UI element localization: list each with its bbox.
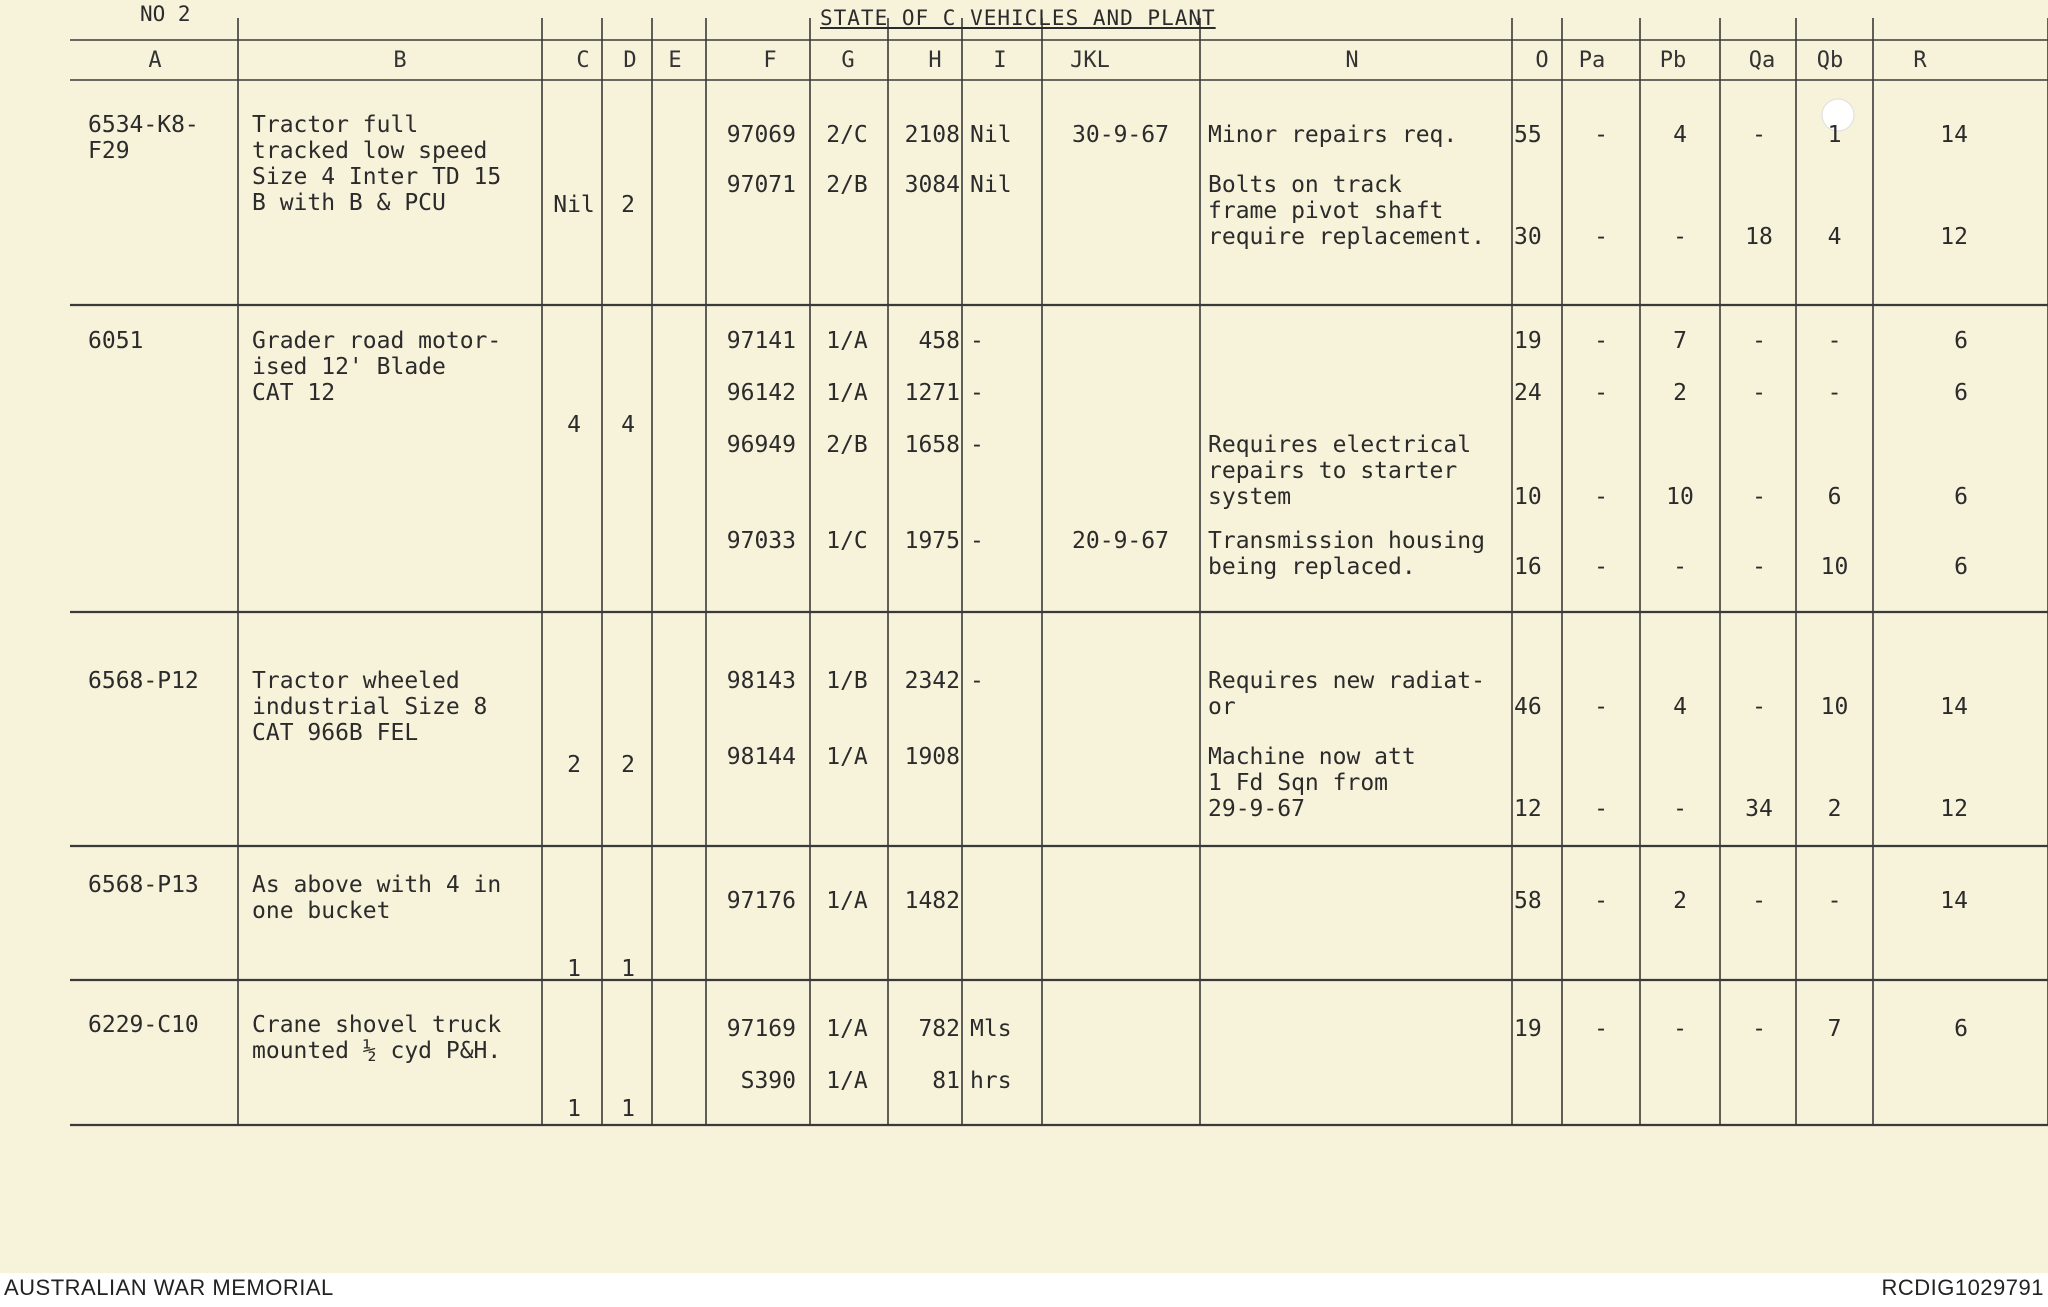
cell-o: 12 [1514,796,1542,822]
archive-footer [0,1273,2048,1307]
cell-c: 4 [567,412,581,438]
cell-qb: 10 [1820,554,1849,580]
cell-i: Mls [970,1016,1012,1042]
column-header: G [841,48,855,73]
cell-g: 2/C [826,122,868,148]
cell-d: 4 [621,412,635,438]
cell-g: 2/B [826,432,868,458]
footer-reference: RCDIG1029791 [1881,1275,2044,1300]
cell-h: 3084 [904,172,960,198]
cell-b: Grader road motor- ised 12' Blade CAT 12 [252,328,502,406]
cell-o: 10 [1514,484,1542,510]
cell-i: hrs [970,1068,1012,1094]
cell-f: 98144 [726,744,796,770]
cell-c: 1 [567,1096,581,1122]
cell-pb: 4 [1673,694,1687,720]
cell-b: Tractor wheeled industrial Size 8 CAT 966B FEL [252,668,488,746]
cell-qa: - [1752,694,1766,720]
cell-n: Transmission housing being replaced. [1208,528,1485,580]
column-header: F [763,48,777,73]
cell-qb: - [1827,888,1842,914]
cell-d: 1 [621,956,635,982]
cell-b: Tractor full tracked low speed Size 4 Inter TD 15 B with B & PCU [252,112,502,216]
cell-g: 2/B [826,172,868,198]
cell-h: 2342 [904,668,960,694]
cell-pa: - [1594,796,1608,822]
cell-d: 1 [621,1096,635,1122]
column-header: C [576,48,590,73]
cell-b: As above with 4 in one bucket [252,872,502,924]
cell-qa: - [1752,122,1766,148]
cell-pa: - [1594,224,1608,250]
cell-f: 97071 [726,172,796,198]
cell-f: 97141 [726,328,796,354]
cell-f: 97176 [726,888,796,914]
column-header: Pb [1659,48,1687,73]
cell-r: 14 [1940,694,1968,720]
cell-d: 2 [621,752,635,778]
cell-jkl: 20-9-67 [1072,528,1169,554]
cell-qa: - [1752,484,1766,510]
cell-c: 1 [567,956,581,982]
cell-h: 1908 [904,744,960,770]
cell-r: 6 [1954,484,1968,510]
cell-qb: - [1827,328,1842,354]
cell-pb: 10 [1666,484,1694,510]
cell-qa: 18 [1745,224,1773,250]
cell-n: Requires electrical repairs to starter system [1208,432,1472,510]
cell-f: 97069 [726,122,796,148]
cell-a: 6051 [88,328,144,354]
cell-g: 1/A [826,1068,868,1094]
cell-g: 1/A [826,1016,868,1042]
cell-a: 6568-P13 [88,872,199,898]
column-header: D [623,48,637,73]
cell-i: - [970,528,984,554]
cell-qa: - [1752,328,1766,354]
cell-r: 6 [1954,380,1968,406]
cell-qb: - [1827,380,1842,406]
cell-f: S390 [740,1068,796,1094]
cell-o: 19 [1514,1016,1542,1042]
cell-n: Bolts on track frame pivot shaft require replacement. [1208,172,1485,250]
cell-g: 1/A [826,888,868,914]
column-header: N [1345,48,1359,73]
cell-n: Requires new radiat- or [1208,668,1485,720]
cell-pb: - [1673,224,1687,250]
cell-qa: - [1752,888,1766,914]
cell-h: 1975 [904,528,960,554]
column-header: Qb [1816,48,1844,73]
cell-pa: - [1594,554,1608,580]
column-header: Pa [1578,48,1606,73]
cell-jkl: 30-9-67 [1072,122,1169,148]
document-number: NO 2 [140,2,191,26]
cell-h: 458 [918,328,960,354]
column-header: R [1913,48,1927,73]
column-header: JKL [1070,48,1110,73]
cell-o: 24 [1514,380,1542,406]
cell-pb: 2 [1673,380,1687,406]
cell-qb: 10 [1820,694,1849,720]
cell-g: 1/A [826,380,868,406]
cell-b: Crane shovel truck mounted ½ cyd P&H. [252,1012,502,1064]
cell-g: 1/B [826,668,868,694]
cell-h: 1658 [904,432,960,458]
cell-h: 1271 [904,380,960,406]
cell-i: - [970,668,984,694]
cell-a: 6534-K8- F29 [88,112,199,164]
cell-g: 1/A [826,744,868,770]
cell-a: 6568-P12 [88,668,199,694]
column-header: I [993,48,1007,73]
cell-qb: 1 [1827,122,1842,148]
cell-qb: 7 [1827,1016,1842,1042]
cell-r: 6 [1954,328,1968,354]
cell-f: 96949 [726,432,796,458]
cell-pa: - [1594,888,1608,914]
cell-h: 81 [932,1068,960,1094]
column-header: A [148,48,162,73]
column-header: E [668,48,682,73]
cell-h: 1482 [904,888,960,914]
cell-n: Machine now att 1 Fd Sqn from 29-9-67 [1208,744,1416,822]
cell-c: Nil [553,192,595,218]
cell-o: 30 [1514,224,1542,250]
cell-pa: - [1594,484,1608,510]
footer-source: AUSTRALIAN WAR MEMORIAL [4,1275,334,1300]
document-title: STATE OF C VEHICLES AND PLANT [820,6,1216,30]
cell-r: 14 [1940,888,1968,914]
cell-i: Nil [970,172,1012,198]
column-header: H [928,48,942,73]
cell-pb: - [1673,1016,1687,1042]
cell-f: 98143 [726,668,796,694]
cell-i: - [970,432,984,458]
cell-h: 782 [918,1016,960,1042]
cell-r: 12 [1940,796,1968,822]
cell-r: 6 [1954,1016,1968,1042]
cell-o: 55 [1514,122,1542,148]
cell-d: 2 [621,192,635,218]
cell-a: 6229-C10 [88,1012,199,1038]
cell-c: 2 [567,752,581,778]
cell-qa: - [1752,554,1766,580]
cell-pb: - [1673,796,1687,822]
cell-o: 46 [1514,694,1542,720]
cell-r: 14 [1940,122,1968,148]
cell-qb: 6 [1827,484,1842,510]
cell-qa: - [1752,380,1766,406]
cell-r: 12 [1940,224,1968,250]
cell-qa: - [1752,1016,1766,1042]
cell-pb: - [1673,554,1687,580]
cell-qb: 2 [1827,796,1842,822]
cell-r: 6 [1954,554,1968,580]
cell-pa: - [1594,1016,1608,1042]
cell-g: 1/A [826,328,868,354]
cell-pb: 7 [1673,328,1687,354]
cell-f: 97169 [726,1016,796,1042]
cell-h: 2108 [904,122,960,148]
cell-pa: - [1594,694,1608,720]
cell-i: - [970,380,984,406]
cell-f: 97033 [726,528,796,554]
cell-o: 58 [1514,888,1542,914]
cell-pa: - [1594,122,1608,148]
cell-n: Minor repairs req. [1208,122,1458,148]
cell-pb: 2 [1673,888,1687,914]
cell-pb: 4 [1673,122,1687,148]
column-header: B [393,48,407,73]
column-header: O [1535,48,1549,73]
column-header: Qa [1748,48,1776,73]
cell-g: 1/C [826,528,868,554]
cell-o: 19 [1514,328,1542,354]
cell-pa: - [1594,328,1608,354]
cell-pa: - [1594,380,1608,406]
cell-qb: 4 [1827,224,1842,250]
cell-i: Nil [970,122,1012,148]
cell-f: 96142 [726,380,796,406]
cell-o: 16 [1514,554,1542,580]
cell-qa: 34 [1745,796,1773,822]
cell-i: - [970,328,984,354]
